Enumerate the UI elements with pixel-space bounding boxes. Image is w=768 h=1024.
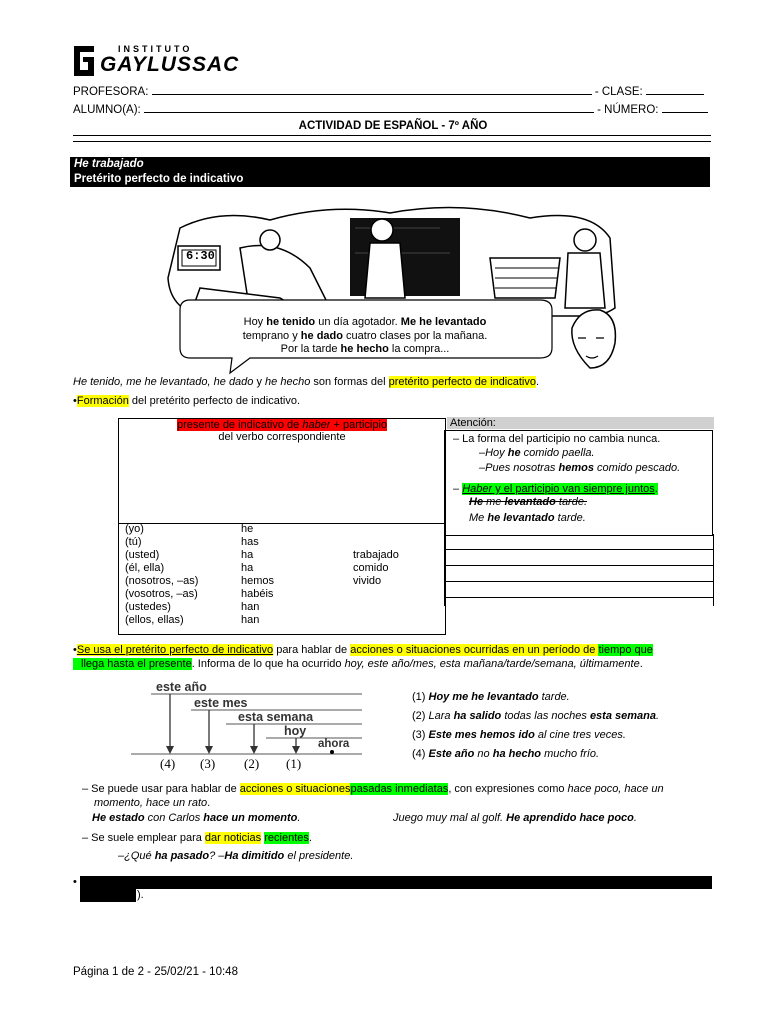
double-rule (73, 135, 711, 142)
timeline-num: (3) (200, 756, 216, 771)
timeline-label: hoy (284, 724, 307, 738)
pasadas-example-1: He estado con Carlos hace un momento. (92, 812, 301, 824)
timeline-label: ahora (318, 738, 350, 750)
ruled-lines (444, 534, 714, 606)
comic-drawing-icon (160, 198, 620, 394)
pasadas-example-2: Juego muy mal al golf. He aprendido hace poco. (393, 812, 637, 824)
conjugation-box (118, 522, 446, 635)
table-row: (vosotros, –as) habéis (125, 588, 274, 600)
noticias-line: – Se suele emplear para dar noticias recientes. (82, 832, 312, 844)
atencion-title: Atención: (447, 417, 714, 429)
table-row: (tú) has (125, 536, 259, 548)
list-item: (2) Lara ha salido todas las noches esta semana. (412, 710, 660, 722)
uso-paragraph: •Se usa el pretérito perfecto de indicativo para hablar de acciones o situaciones ocurridas en un período de tiempo que llega hasta el presente. Informa de lo que ha ocurrido hoy, este año/mes, esta mañana/tarde/semana, últimamente. (73, 644, 653, 670)
timeline-diagram (126, 680, 366, 775)
section-title: He trabajado (74, 158, 144, 170)
table-row: (ustedes) han (125, 601, 260, 613)
profesora-row (73, 84, 713, 98)
profesora-field[interactable] (152, 84, 592, 95)
timeline-num: (4) (160, 756, 176, 771)
timeline-num: (2) (244, 756, 260, 771)
section-bar (70, 157, 710, 187)
logo-name: GAYLUSSAC (100, 53, 240, 76)
numero-field[interactable] (662, 102, 708, 113)
formula-line2: del verbo correspondiente (218, 431, 346, 443)
formula-box: presente de indicativo de haber + participio del verbo correspondiente (118, 418, 446, 524)
logo-mark-icon (70, 44, 96, 80)
logo-top-text: INSTITUTO (118, 44, 193, 54)
formacion-line: •Formación del pretérito perfecto de indicativo. (73, 395, 301, 407)
timeline-label: esta semana (238, 710, 314, 724)
redacted-bar (80, 889, 136, 902)
intro-line: He tenido, me he levantado, he dado y he hecho son formas del pretérito perfecto de indicativo. (73, 376, 540, 388)
atencion-box: – La forma del participio no cambia nunca. –Hoy he comido paella. –Pues nosotras hemos comido pescado. – Haber y el participio van siempre juntos. He me levantado tarde. Me he levantado tarde. (444, 430, 713, 536)
speech-bubble: Hoy he tenido un día agotador. Me he levantado temprano y he dado cuatro clases por la mañana. Por la tarde he hecho la compra... (242, 316, 488, 355)
table-row: (yo) he (125, 523, 254, 535)
table-row: (ellos, ellas) han (125, 614, 260, 626)
page-title: ACTIVIDAD DE ESPAÑOL - 7º AÑO (298, 120, 488, 132)
clock-display: 6:30 (186, 249, 215, 263)
page-footer: Página 1 de 2 - 25/02/21 - 10:48 (73, 966, 238, 978)
table-row: (nosotros, –as) hemos vivido (125, 575, 382, 587)
section-subtitle: Pretérito perfecto de indicativo (74, 173, 244, 185)
redacted-bullet: • (73, 876, 77, 888)
timeline-label: este año (156, 680, 207, 694)
pasadas-paragraph: – Se puede usar para hablar de acciones o situacionespasadas inmediatas, con expresiones como hace poco, hace un momento, hace un rato. (82, 783, 664, 809)
illustration (160, 198, 620, 394)
list-item: (3) Este mes hemos ido al cine tres veces. (412, 729, 626, 741)
alumno-label: ALUMNO(A): (73, 104, 141, 116)
table-row: (él, ella) ha comido (125, 562, 389, 574)
redacted-tail: ). (137, 889, 144, 901)
alumno-field[interactable] (144, 102, 594, 113)
noticias-example: –¿Qué ha pasado? –Ha dimitido el presidente. (118, 850, 354, 862)
timeline-label: este mes (194, 696, 248, 710)
examples-list (412, 688, 712, 764)
numero-label: - NÚMERO: (597, 104, 659, 116)
list-item: (4) Este año no ha hecho mucho frío. (412, 748, 600, 760)
table-row: (usted) ha trabajado (125, 549, 399, 561)
timeline-num: (1) (286, 756, 302, 771)
alumno-row (73, 102, 713, 116)
list-item: (1) Hoy me he levantado tarde. (412, 691, 570, 703)
logo (70, 44, 270, 84)
profesora-label: PROFESORA: (73, 86, 149, 98)
clase-field[interactable] (646, 84, 704, 95)
clase-label: - CLASE: (594, 86, 643, 98)
redacted-bar (80, 876, 712, 889)
